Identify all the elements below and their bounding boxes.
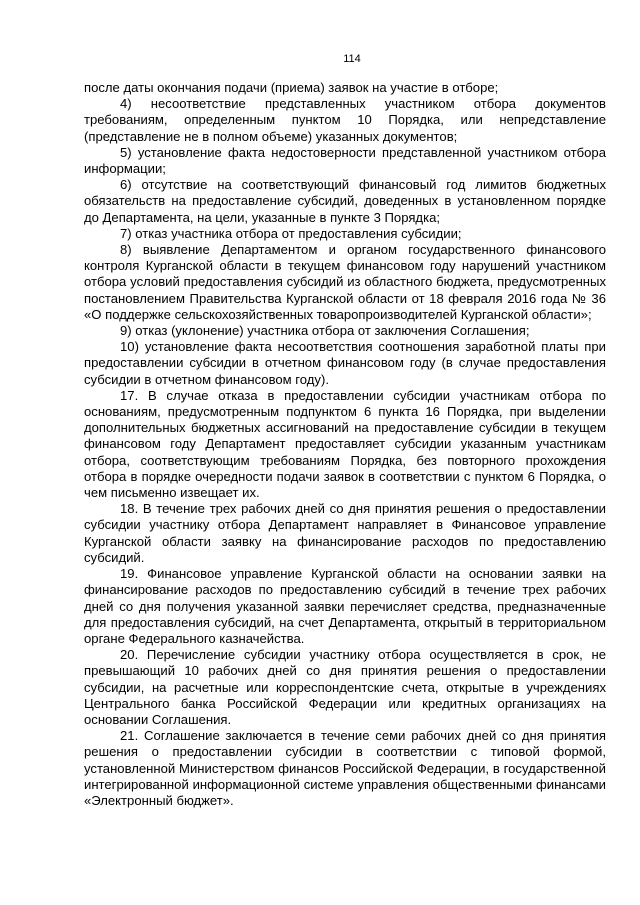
paragraph: после даты окончания подачи (приема) заявок на участие в отборе; [84, 80, 499, 95]
paragraph: 20. Перечисление субсидии участнику отбора осуществляется в срок, не превышающий 10 рабочих дней со дня принятия решения о предоставлении субсидии, на расчетные или корреспондентские счета, открытые в учреждениях Центрального банка Российской Федерации или кредитных организациях на основании Соглашения. [84, 647, 606, 727]
paragraph: 17. В случае отказа в предоставлении субсидии участникам отбора по основаниям, предусмотренным подпунктом 6 пункта 16 Порядка, при выделении дополнительных бюджетных ассигнований на предоставление субсидии в текущем финансовом году Департамент предоставляет субсидии указанным участникам отбора, соответствующим требованиям Порядка, без повторного прохождения отбора в порядке очередности подачи заявок в соответствии с пунктом 6 Порядка, о чем письменно извещает их. [84, 387, 606, 501]
paragraph: 6) отсутствие на соответствующий финансовый год лимитов бюджетных обязательств на предоставление субсидий, доведенных в установленном порядке до Департамента, на цели, указанные в пункте 3 Порядка; [84, 177, 606, 225]
paragraph: 21. Соглашение заключается в течение семи рабочих дней со дня принятия решения о предоставлении субсидии в соответствии с типовой формой, установленной Министерством финансов Российской Федерации, в государственной интегрированной информационной системе управления общественными финансами «Электронный бюджет». [84, 728, 606, 808]
paragraph: 7) отказ участника отбора от предоставления субсидии; [120, 225, 462, 241]
paragraph: 18. В течение трех рабочих дней со дня принятия решения о предоставлении субсидии участнику отбора Департамент направляет в Финансовое управление Курганской области заявку на финансирование расходов по предоставлению субсидий. [84, 501, 606, 565]
document-body [84, 80, 606, 809]
paragraph: 8) выявление Департаментом и органом государственного финансового контроля Курганской области в текущем финансовом году нарушений участником отбора условий предоставления субсидий из областного бюджета, предусмотренных постановлением Правительства Курганской области от 18 февраля 2016 года № 36 «О поддержке сельскохозяйственных товаропроизводителей Курганской области»; [84, 242, 606, 322]
paragraph: 4) несоответствие представленных участником отбора документов требованиям, определенным пунктом 10 Порядка, или непредставление (представление не в полном объеме) указанных документов; [84, 96, 606, 144]
page-number: 114 [343, 53, 361, 65]
paragraph: 19. Финансовое управление Курганской области на основании заявки на финансирование расходов по предоставлению субсидий в течение трех рабочих дней со дня получения указанной заявки перечисляет средства, предназначенные для предоставления субсидий, на счет Департамента, открытый в территориальном органе Федерального казначейства. [84, 566, 606, 646]
paragraph: 10) установление факта несоответствия соотношения заработной платы при предоставлении субсидии в отчетном финансовом году (в случае предоставления субсидии в отчетном финансовом году). [84, 339, 606, 387]
paragraph: 5) установление факта недостоверности представленной участником отбора информации; [84, 144, 606, 177]
paragraph: 9) отказ (уклонение) участника отбора от заключения Соглашения; [120, 323, 530, 339]
